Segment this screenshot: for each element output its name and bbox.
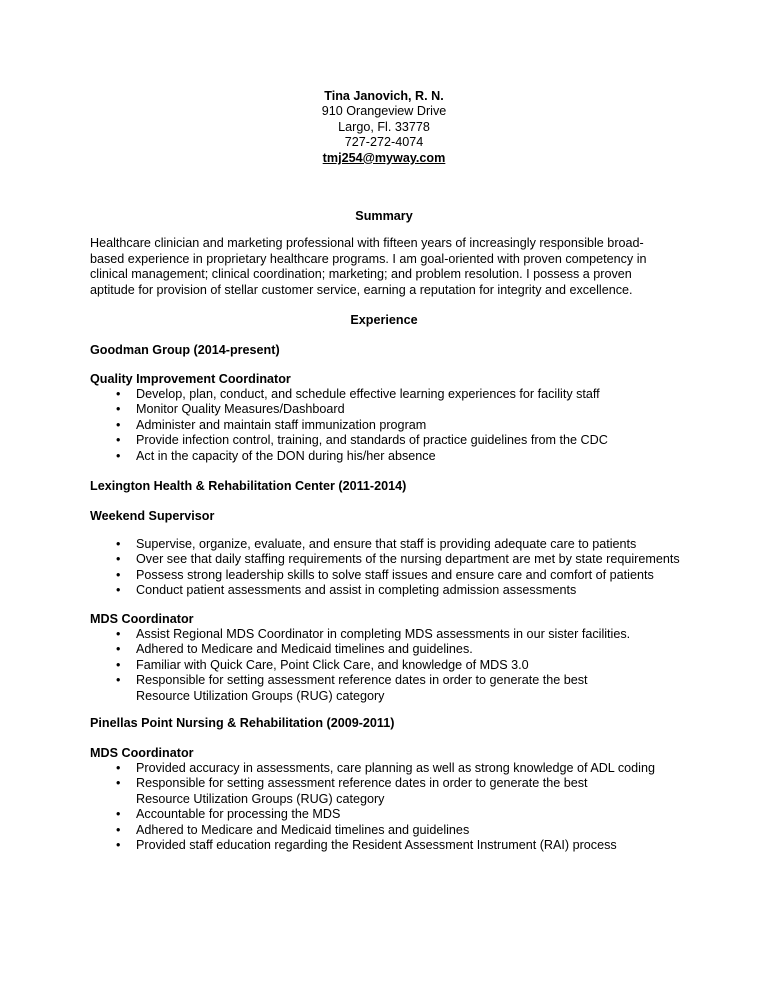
list-item: • Supervise, organize, evaluate, and ensure that staff is providing adequate care to patients	[90, 537, 690, 552]
candidate-name: Tina Janovich, R. N.	[324, 89, 444, 103]
lexington-mds-duties-list	[90, 627, 690, 704]
employer-goodman: Goodman Group (2014-present)	[90, 343, 280, 357]
list-item: • Possess strong leadership skills to solve staff issues and ensure care and comfort of patients	[90, 568, 690, 583]
role-quality-improvement: Quality Improvement Coordinator	[90, 372, 291, 386]
street-address: 910 Orangeview Drive	[321, 104, 447, 119]
role-mds-coordinator-lexington: MDS Coordinator	[90, 612, 194, 626]
list-item: • Monitor Quality Measures/Dashboard	[90, 402, 690, 417]
role-weekend-supervisor: Weekend Supervisor	[90, 509, 215, 523]
summary-heading: Summary	[355, 209, 413, 223]
list-item: • Act in the capacity of the DON during his/her absence	[90, 449, 690, 464]
email-link[interactable]: tmj254@myway.com	[322, 150, 446, 165]
lexington-supervisor-duties-list	[90, 537, 690, 599]
list-item: • Responsible for setting assessment reference dates in order to generate the best Resource Utilization Groups (RUG) category	[90, 673, 636, 704]
experience-heading: Experience	[350, 313, 418, 327]
list-item: • Provided staff education regarding the Resident Assessment Instrument (RAI) process	[90, 838, 690, 853]
list-item: • Adhered to Medicare and Medicaid timelines and guidelines	[90, 823, 690, 838]
list-item: • Administer and maintain staff immunization program	[90, 418, 690, 433]
list-item: • Adhered to Medicare and Medicaid timelines and guidelines.	[90, 642, 690, 657]
list-item: • Accountable for processing the MDS	[90, 807, 690, 822]
phone-number: 727-272-4074	[344, 135, 424, 150]
list-item: • Familiar with Quick Care, Point Click Care, and knowledge of MDS 3.0	[90, 658, 690, 673]
list-item: • Develop, plan, conduct, and schedule effective learning experiences for facility staff	[90, 387, 690, 402]
city-state-zip: Largo, Fl. 33778	[338, 119, 430, 134]
list-item: • Provided accuracy in assessments, care planning as well as strong knowledge of ADL coding	[90, 761, 690, 776]
list-item: • Assist Regional MDS Coordinator in completing MDS assessments in our sister facilities.	[90, 627, 690, 642]
pinellas-duties-list	[90, 761, 690, 853]
list-item: • Conduct patient assessments and assist in completing admission assessments	[90, 583, 690, 598]
list-item: • Provide infection control, training, and standards of practice guidelines from the CDC	[90, 433, 690, 448]
role-mds-coordinator-pinellas: MDS Coordinator	[90, 746, 194, 760]
employer-lexington: Lexington Health & Rehabilitation Center (2011-2014)	[90, 479, 407, 493]
goodman-duties-list	[90, 387, 690, 464]
list-item: • Over see that daily staffing requirements of the nursing department are met by state requirements	[90, 552, 690, 567]
summary-text: Healthcare clinician and marketing professional with fifteen years of increasingly responsible broad-based experience in proprietary healthcare programs. I am goal-oriented with proven competency in clinical management; clinical coordination; marketing; and problem resolution. I possess a proven aptitude for provision of stellar customer service, earning a reputation for integrity and excellence.	[90, 236, 647, 297]
contact-block	[240, 89, 528, 166]
employer-pinellas: Pinellas Point Nursing & Rehabilitation (2009-2011)	[90, 716, 395, 730]
list-item: • Responsible for setting assessment reference dates in order to generate the best Resource Utilization Groups (RUG) category	[90, 776, 636, 807]
